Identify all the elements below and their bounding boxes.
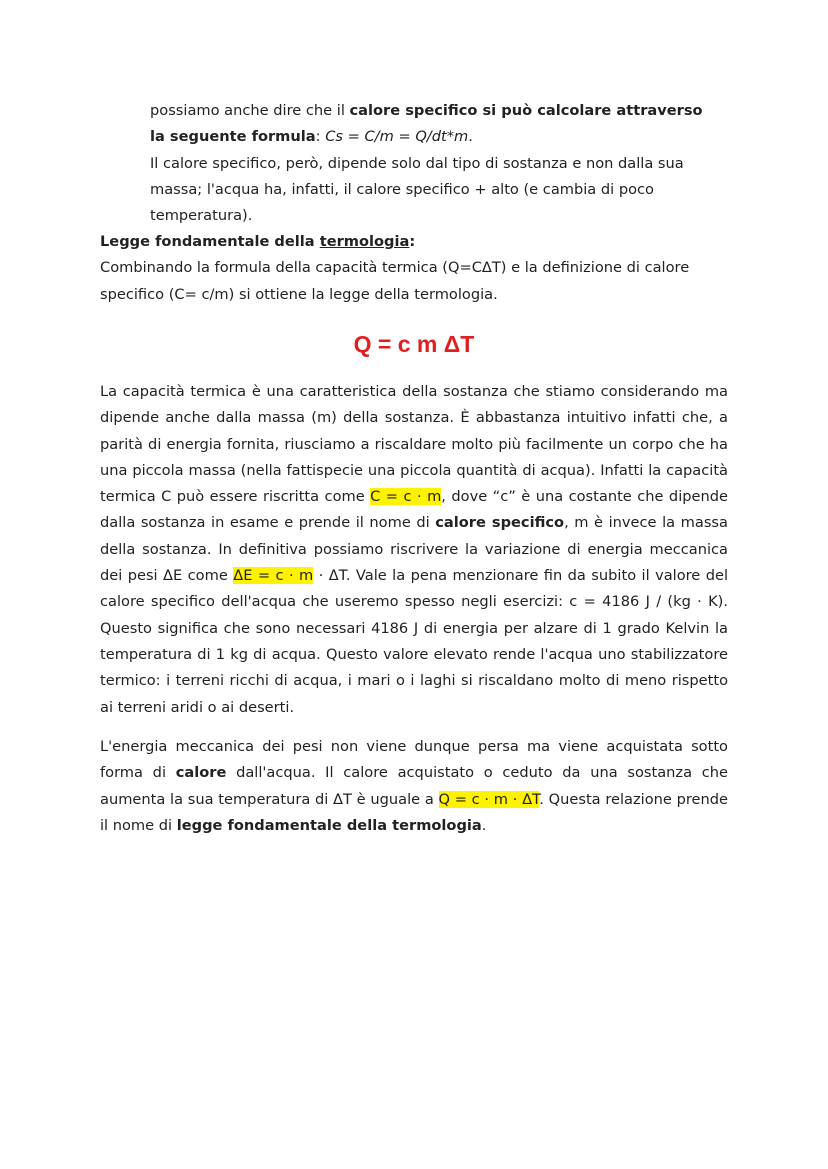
law-heading: Legge fondamentale della termologia: (100, 233, 416, 250)
highlight-law-formula: Q = c · m · ΔT (438, 790, 540, 808)
paragraph-1: La capacità termica è una caratteristica della sostanza che stiamo considerando ma dipende anche dalla massa (m) della sostanza. È abbastanza intuitivo infatti che, a parità di energia fornita, riusciamo a riscaldare molto più facilmente un corpo che ha una piccola massa (nella fattispecie una piccola quantità di acqua). Infatti la capacità termica C può essere riscritta come C = c · m, dove “c” è una costante che dipende dalla sostanza in esame e prende il nome di calore specifico, m è invece la massa della sostanza. In definitiva possiamo riscrivere la variazione di energia meccanica dei pesi ΔE come ΔE = c · m · ΔT. Vale la pena menzionare fin da subito il valore del calore specifico dell'acqua che useremo spesso negli esercizi: c = 4186 J / (kg · K). Questo significa che sono necessari 4186 J di energia per alzare di 1 grado Kelvin la temperatura di 1 kg di acqua. Questo valore elevato rende l'acqua uno stabilizzatore termico: i terreni ricchi di acqua, i mari o i laghi si riscaldano molto di meno rispetto ai terreni aridi o ai deserti. (100, 383, 729, 716)
law-text: Combinando la formula della capacità termica (Q=CΔT) e la definizione di calore specifico (C= c/m) si ottiene la legge della termologia. (100, 259, 690, 303)
intro-line-1: possiamo anche dire che il calore specifico si può calcolare attraverso la seguente formula: Cs = C/m = Q/dt*m. (150, 102, 703, 146)
calore-bold: calore (175, 764, 227, 782)
highlight-capacity-formula: C = c · m (370, 488, 442, 506)
paragraph-2: L'energia meccanica dei pesi non viene dunque persa ma viene acquistata sotto forma di calore dall'acqua. Il calore acquistato o ceduto da una sostanza che aumenta la sua temperatura di ΔT è uguale a Q = c · m · ΔT. Questa relazione prende il nome di legge fondamentale della termologia. (100, 738, 728, 834)
law-name-bold: legge fondamentale della termologia (176, 816, 482, 834)
highlight-energy-formula: ΔE = c · m (233, 567, 314, 585)
law-block (100, 229, 728, 308)
intro-line-2: Il calore specifico, però, dipende solo dal tipo di sostanza e non dalla sua massa; l'acqua ha, infatti, il calore specifico + alto (e cambia di poco temperatura). (150, 154, 684, 225)
specific-heat-bold: calore specifico si può calcolare attraverso la seguente formula (150, 102, 703, 146)
main-formula: Q = c m ΔT (353, 331, 475, 357)
specific-heat-formula: Cs = C/m = Q/dt*m (325, 128, 469, 146)
calore-specifico-bold: calore specifico (435, 514, 565, 532)
intro-block (150, 98, 720, 229)
